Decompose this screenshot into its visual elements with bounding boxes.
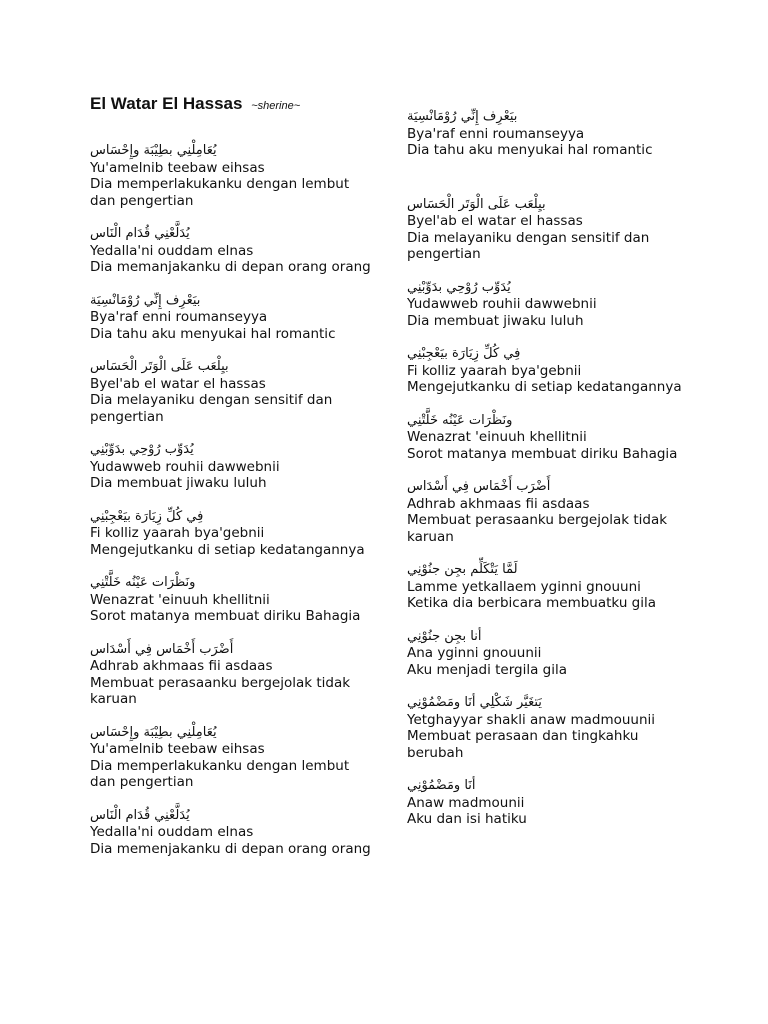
lyric-stanza <box>90 725 372 791</box>
arabic-lyric-line: يُدَوِّب رُوْحِي بدَوِّبْنِي <box>90 442 194 457</box>
lyric-stanza <box>90 226 372 276</box>
transliteration-line: Lamme yetkallaem yginni gnouuni <box>407 578 641 595</box>
translation-line: Dia memenjakanku di depan orang orang <box>90 840 371 857</box>
lyric-stanza <box>90 575 372 625</box>
translation-line: Membuat perasaanku bergejolak tidak karuan <box>90 674 351 707</box>
transliteration-line: Wenazrat 'einuuh khellitnii <box>407 429 587 445</box>
transliteration-line: Yudawweb rouhii dawwebnii <box>90 458 280 475</box>
arabic-lyric-line: بيِلْعَب عَلَى الْوَتَر الْحَسَاس <box>90 359 229 374</box>
translation-line: Dia membuat jiwaku luluh <box>407 312 584 329</box>
translation-line: Dia tahu aku menyukai hal romantic <box>90 325 336 342</box>
song-title: El Watar El Hassas <box>90 94 243 113</box>
transliteration-line: Bya'raf enni roumanseyya <box>90 309 268 325</box>
transliteration-line: Yedalla'ni ouddam elnas <box>90 242 254 259</box>
arabic-lyric-line: أَضْرَب أَخْمَاس فِي أَسْدَاس <box>407 479 551 494</box>
lyric-stanza <box>90 143 372 209</box>
lyric-stanza <box>90 293 372 343</box>
arabic-lyric-line: يُدَلَّعْنِي قُدَام الْنَاس <box>90 807 190 823</box>
lyric-stanza <box>407 197 689 263</box>
translation-line: Sorot matanya membuat diriku Bahagia <box>407 445 678 462</box>
lyric-stanza <box>90 642 372 708</box>
translation-line: Dia tahu aku menyukai hal romantic <box>407 142 653 158</box>
translation-line: Sorot matanya membuat diriku Bahagia <box>90 608 361 624</box>
transliteration-line: Adhrab akhmaas fii asdaas <box>90 658 273 674</box>
translation-line: Ketika dia berbicara membuatku gila <box>407 595 657 611</box>
lyric-stanza <box>407 413 689 463</box>
transliteration-line: Yu'amelnib teebaw eihsas <box>90 159 265 176</box>
arabic-lyric-line: أنا بجِن جنُوْنِي <box>407 628 482 644</box>
transliteration-line: Yudawweb rouhii dawwebnii <box>407 296 597 312</box>
arabic-lyric-line: ونَظْرَات عَيْنُه خَلَّتْنِي <box>90 575 196 590</box>
left-lyrics-column <box>90 143 372 874</box>
translation-line: Aku menjadi tergila gila <box>407 661 568 678</box>
lyric-stanza <box>407 695 689 761</box>
arabic-lyric-line: لَمَّا يَتْكَلِّم بجِن جنُوْنِي <box>407 562 518 577</box>
translation-line: Mengejutkanku di setiap kedatangannya <box>90 541 365 558</box>
lyric-stanza <box>407 479 689 545</box>
translation-line: Dia membuat jiwaku luluh <box>90 475 267 491</box>
lyric-stanza <box>407 280 689 330</box>
translation-line: Membuat perasaanku bergejolak tidak karuan <box>407 512 668 545</box>
arabic-lyric-line: فِي كُلِّ زِيَارَة بيَعْجِبْنِي <box>90 508 204 524</box>
transliteration-line: Wenazrat 'einuuh khellitnii <box>90 591 270 608</box>
right-lyrics-column <box>407 109 689 845</box>
lyric-stanza <box>407 629 689 679</box>
arabic-lyric-line: يُعَامِلْنِي بطِيْبَة وإِحْسَاس <box>90 724 217 740</box>
arabic-lyric-line: فِي كُلِّ زِيَارَة بيَعْجِبْنِي <box>407 346 521 361</box>
transliteration-line: Fi kolliz yaarah bya'gebnii <box>407 362 582 379</box>
song-title-line <box>90 94 300 114</box>
lyric-stanza <box>90 359 372 425</box>
transliteration-line: Anaw madmounii <box>407 794 525 811</box>
arabic-lyric-line: يُعَامِلْنِي بطِيْبَة وإِحْسَاس <box>90 143 217 158</box>
transliteration-line: Yedalla'ni ouddam elnas <box>90 824 254 840</box>
arabic-lyric-line: ونَظْرَات عَيْنُه خَلَّتْنِي <box>407 412 513 428</box>
transliteration-line: Fi kolliz yaarah bya'gebnii <box>90 525 265 541</box>
transliteration-line: Byel'ab el watar el hassas <box>407 213 583 229</box>
translation-line: Dia melayaniku dengan sensitif dan pengertian <box>407 229 650 262</box>
translation-line: Dia memanjakanku di depan orang orang <box>90 259 371 275</box>
arabic-lyric-line: يُدَلَّعْنِي قُدَام الْنَاس <box>90 226 190 241</box>
lyric-stanza <box>90 808 372 858</box>
transliteration-line: Ana yginni gnouunii <box>407 645 542 661</box>
lyric-stanza <box>407 346 689 396</box>
lyric-stanza <box>90 509 372 559</box>
translation-line: Dia memperlakukanku dengan lembut dan pengertian <box>90 176 350 209</box>
arabic-lyric-line: بيَعْرِف إِنِّي رُوْمَانْسِيَة <box>407 109 518 124</box>
lyric-stanza <box>90 442 372 492</box>
translation-line: Membuat perasaan dan tingkahku berubah <box>407 728 639 761</box>
lyric-stanza <box>407 562 689 612</box>
transliteration-line: Byel'ab el watar el hassas <box>90 375 266 392</box>
artist-subtitle: ~sherine~ <box>251 100 301 112</box>
translation-line: Mengejutkanku di setiap kedatangannya <box>407 379 682 395</box>
arabic-lyric-line: يَتغَيَّر شَكْلِي أنَا ومَضْمُوْنِي <box>407 695 542 710</box>
translation-line: Dia memperlakukanku dengan lembut dan pengertian <box>90 757 350 790</box>
translation-line: Aku dan isi hatiku <box>407 811 527 827</box>
arabic-lyric-line: أَضْرَب أَخْمَاس فِي أَسْدَاس <box>90 641 234 657</box>
arabic-lyric-line: بيِلْعَب عَلَى الْوَتَر الْحَسَاس <box>407 196 546 212</box>
transliteration-line: Bya'raf enni roumanseyya <box>407 125 585 142</box>
lyric-stanza <box>407 778 689 828</box>
arabic-lyric-line: أنَا ومَضْمُوْنِي <box>407 778 476 793</box>
transliteration-line: Yu'amelnib teebaw eihsas <box>90 741 265 757</box>
arabic-lyric-line: يُدَوِّب رُوْحِي بدَوِّبْنِي <box>407 279 511 295</box>
lyric-stanza <box>407 109 689 159</box>
translation-line: Dia melayaniku dengan sensitif dan pengertian <box>90 392 333 425</box>
arabic-lyric-line: بيَعْرِف إِنِّي رُوْمَانْسِيَة <box>90 292 201 308</box>
transliteration-line: Adhrab akhmaas fii asdaas <box>407 495 590 512</box>
transliteration-line: Yetghayyar shakli anaw madmouunii <box>407 711 656 728</box>
